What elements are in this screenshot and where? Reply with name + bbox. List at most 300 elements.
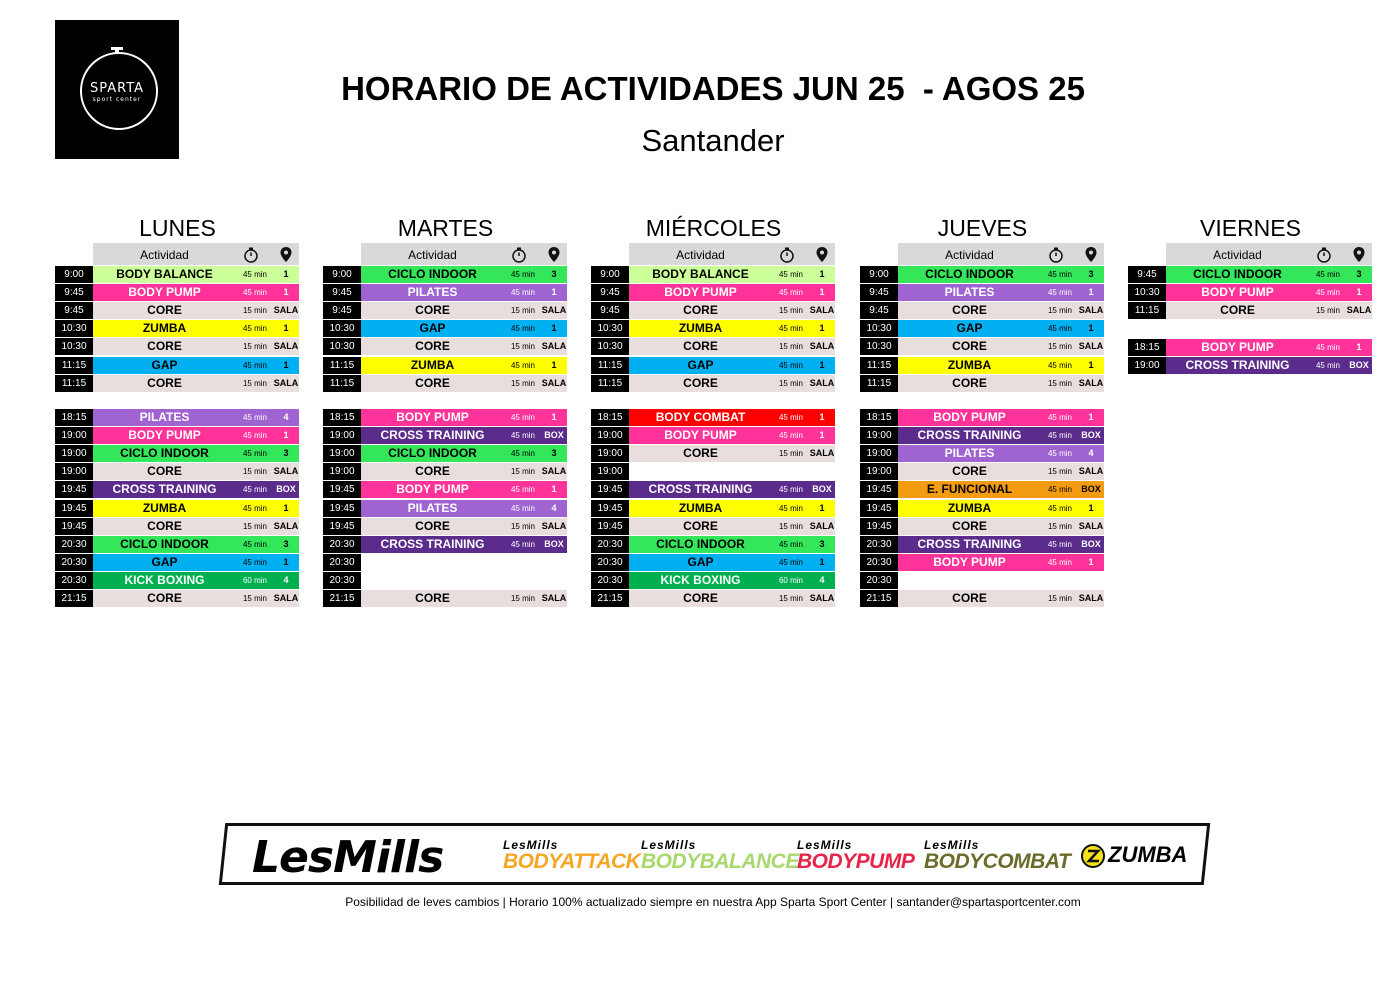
- activity-column-label: Actividad: [408, 248, 457, 262]
- class-cell: [629, 463, 835, 480]
- class-duration: 45 min: [1047, 503, 1072, 513]
- class-duration: 45 min: [510, 431, 535, 441]
- class-cell: [898, 320, 1104, 337]
- day-name: LUNES: [139, 215, 216, 241]
- class-name: CORE: [952, 339, 987, 354]
- class-time: 10:30: [323, 320, 361, 337]
- schedule-row: [55, 284, 299, 301]
- class-room: 1: [1088, 556, 1094, 567]
- class-room: SALA: [273, 593, 299, 603]
- schedule-row: [323, 481, 567, 498]
- schedule-row: [323, 375, 567, 392]
- class-duration: 45 min: [778, 270, 803, 279]
- class-name: CROSS TRAINING: [380, 536, 485, 551]
- class-duration: 45 min: [1315, 270, 1340, 279]
- class-time: 9:45: [55, 284, 93, 301]
- class-cell: [898, 481, 1104, 498]
- class-cell: [93, 427, 299, 444]
- class-time: 19:45: [55, 481, 93, 498]
- class-name: BODY PUMP: [396, 410, 469, 424]
- class-room: 3: [1088, 269, 1094, 279]
- schedule-row: [860, 500, 1104, 517]
- class-name: CROSS TRAINING: [648, 482, 753, 497]
- schedule-row: [591, 266, 835, 283]
- class-time: 10:30: [323, 338, 361, 355]
- class-cell: [361, 284, 567, 301]
- schedule-row: [591, 572, 835, 589]
- class-room: BOX: [544, 538, 564, 549]
- table-header: [898, 243, 1104, 265]
- class-time: 19:00: [55, 463, 93, 480]
- class-time: 19:00: [591, 427, 629, 444]
- class-room: 1: [551, 287, 557, 298]
- class-cell: [898, 266, 1104, 283]
- class-time: 10:30: [860, 338, 898, 355]
- class-cell: [361, 536, 567, 553]
- program-brand: LesMills: [503, 838, 559, 852]
- class-cell: [629, 481, 835, 498]
- schedule-row: [323, 320, 567, 337]
- class-name: CROSS TRAINING: [917, 428, 1022, 443]
- class-room: 1: [1088, 412, 1094, 422]
- class-room: SALA: [809, 520, 835, 531]
- class-cell: [898, 518, 1104, 535]
- location-pin-icon: [547, 246, 561, 263]
- class-cell: [898, 463, 1104, 480]
- class-duration: 15 min: [1047, 306, 1072, 316]
- schedule-row: [323, 266, 567, 283]
- class-time: 19:00: [860, 445, 898, 462]
- class-time: 19:45: [323, 481, 361, 498]
- class-duration: 45 min: [778, 557, 803, 567]
- class-room: 3: [551, 448, 557, 459]
- class-cell: [361, 375, 567, 392]
- schedule-row: [591, 463, 835, 480]
- program-logo-bodyattack: [503, 838, 640, 874]
- class-name: ZUMBA: [678, 321, 723, 336]
- schedule-row: [323, 445, 567, 462]
- class-room: SALA: [1346, 305, 1372, 316]
- class-room: 1: [283, 359, 289, 370]
- schedule-row: [860, 445, 1104, 462]
- class-duration: 15 min: [778, 342, 803, 352]
- class-room: BOX: [1349, 360, 1369, 371]
- schedule-row: [860, 302, 1104, 319]
- class-room: 1: [819, 287, 825, 298]
- class-time: 11:15: [860, 357, 898, 374]
- class-room: SALA: [1078, 305, 1104, 316]
- class-room: SALA: [541, 377, 567, 388]
- schedule-row: [323, 518, 567, 535]
- class-cell: [629, 536, 835, 553]
- class-duration: 45 min: [1047, 360, 1072, 370]
- schedule-row: [591, 409, 835, 426]
- class-room: 1: [819, 430, 825, 441]
- page-subtitle: Santander: [641, 123, 785, 158]
- class-room: SALA: [1078, 466, 1104, 477]
- class-name: BODY PUMP: [396, 482, 469, 497]
- class-room: SALA: [273, 466, 299, 477]
- class-name: GAP: [956, 321, 983, 336]
- class-room: SALA: [541, 305, 567, 316]
- class-duration: 45 min: [1047, 557, 1072, 567]
- schedule-row: [55, 409, 299, 426]
- schedule-row: [323, 572, 567, 589]
- schedule-row: [591, 481, 835, 498]
- zumba-label: ZUMBA: [1108, 842, 1188, 867]
- class-duration: 45 min: [1047, 288, 1072, 298]
- stopwatch-icon: [511, 247, 527, 263]
- class-duration: 45 min: [242, 557, 267, 567]
- class-duration: 15 min: [1047, 467, 1072, 477]
- class-cell: [629, 427, 835, 444]
- class-name: CORE: [683, 375, 718, 390]
- class-duration: 45 min: [510, 539, 535, 549]
- class-time: 11:15: [591, 375, 629, 392]
- class-time: 19:45: [323, 518, 361, 535]
- class-cell: [361, 338, 567, 355]
- class-time: 11:15: [55, 375, 93, 392]
- class-time: 19:45: [55, 500, 93, 517]
- lesmills-logo: LesMills: [252, 832, 444, 883]
- class-room: 1: [551, 412, 557, 422]
- class-room: 1: [819, 502, 825, 513]
- class-duration: 15 min: [1047, 342, 1072, 352]
- class-cell: [898, 427, 1104, 444]
- program-name: BODYBALANCE: [641, 850, 799, 873]
- class-duration: 45 min: [1047, 270, 1072, 279]
- class-duration: 15 min: [778, 306, 803, 316]
- class-cell: [629, 590, 835, 607]
- schedule-row: [591, 357, 835, 374]
- class-room: SALA: [273, 305, 299, 316]
- class-time: 20:30: [860, 554, 898, 571]
- program-name: BODYATTACK: [503, 850, 641, 873]
- class-duration: 45 min: [778, 485, 803, 495]
- class-time: 9:00: [323, 266, 361, 283]
- class-time: 10:30: [1128, 284, 1166, 301]
- schedule-row: [591, 554, 835, 571]
- class-duration: 15 min: [242, 378, 267, 388]
- class-duration: 45 min: [1047, 485, 1072, 495]
- class-duration: 45 min: [1315, 361, 1340, 371]
- class-room: 1: [819, 412, 825, 422]
- class-time: 20:30: [591, 536, 629, 553]
- class-time: 9:00: [860, 266, 898, 283]
- class-room: 4: [283, 574, 289, 585]
- program-brand: LesMills: [641, 838, 697, 852]
- table-header: [629, 243, 835, 265]
- class-name: BODY BALANCE: [116, 267, 213, 281]
- schedule-row: [860, 590, 1104, 607]
- class-duration: 15 min: [1047, 521, 1072, 531]
- class-duration: 15 min: [1315, 306, 1340, 316]
- class-name: CICLO INDOOR: [1193, 267, 1282, 281]
- class-duration: 45 min: [242, 539, 267, 549]
- class-time: 10:30: [860, 320, 898, 337]
- class-time: 19:45: [860, 500, 898, 517]
- schedule-row: [591, 500, 835, 517]
- schedule-row: [1128, 284, 1372, 301]
- location-pin-icon: [1084, 246, 1098, 263]
- class-name: ZUMBA: [142, 500, 187, 515]
- class-name: CICLO INDOOR: [120, 446, 209, 461]
- schedule-row: [323, 463, 567, 480]
- class-duration: 45 min: [510, 449, 535, 459]
- class-cell: [629, 338, 835, 355]
- class-name: CICLO INDOOR: [925, 267, 1014, 281]
- class-duration: 45 min: [778, 288, 803, 298]
- class-cell: [629, 572, 835, 589]
- class-cell: [361, 445, 567, 462]
- day-name: VIERNES: [1200, 215, 1301, 241]
- class-name: CORE: [952, 303, 987, 318]
- schedule-row: [55, 572, 299, 589]
- class-cell: [93, 481, 299, 498]
- class-duration: 45 min: [242, 413, 267, 422]
- class-room: 3: [283, 538, 289, 549]
- class-room: 1: [283, 287, 289, 298]
- class-room: 1: [819, 556, 825, 567]
- class-time: 9:45: [323, 284, 361, 301]
- class-time: 11:15: [860, 375, 898, 392]
- class-time: 19:45: [323, 500, 361, 517]
- class-cell: [629, 445, 835, 462]
- class-duration: 45 min: [242, 503, 267, 513]
- schedule-row: [323, 302, 567, 319]
- class-time: 20:30: [591, 554, 629, 571]
- class-room: SALA: [541, 593, 567, 603]
- class-duration: 15 min: [510, 378, 535, 388]
- class-time: 20:30: [591, 572, 629, 589]
- class-name: BODY PUMP: [933, 410, 1006, 424]
- class-time: 19:00: [860, 463, 898, 480]
- class-time: 21:15: [55, 590, 93, 607]
- class-time: 18:15: [1128, 339, 1166, 356]
- schedule-row: [860, 357, 1104, 374]
- class-cell: [93, 518, 299, 535]
- class-room: 3: [819, 538, 825, 549]
- class-room: SALA: [809, 377, 835, 388]
- class-time: 18:15: [860, 409, 898, 426]
- schedule-row: [591, 320, 835, 337]
- class-cell: [629, 518, 835, 535]
- class-time: 10:30: [55, 320, 93, 337]
- class-cell: [1166, 266, 1372, 283]
- class-time: 9:45: [55, 302, 93, 319]
- program-brand: LesMills: [797, 838, 853, 852]
- class-time: 19:00: [323, 427, 361, 444]
- class-duration: 45 min: [510, 270, 535, 279]
- class-duration: 45 min: [1315, 343, 1340, 352]
- class-time: 19:45: [860, 481, 898, 498]
- class-cell: [361, 409, 567, 426]
- schedule-row: [55, 518, 299, 535]
- class-time: 19:00: [323, 445, 361, 462]
- class-cell: [361, 554, 567, 571]
- activity-column-label: Actividad: [140, 248, 189, 262]
- class-name: CROSS TRAINING: [112, 482, 217, 497]
- class-room: SALA: [1078, 341, 1104, 352]
- class-time: 20:30: [323, 536, 361, 553]
- class-room: SALA: [541, 341, 567, 352]
- class-time: 19:45: [591, 518, 629, 535]
- class-name: CORE: [415, 375, 450, 390]
- class-cell: [361, 427, 567, 444]
- class-name: BODY PUMP: [933, 554, 1006, 569]
- class-cell: [93, 445, 299, 462]
- schedule-row: [1128, 266, 1372, 283]
- class-name: GAP: [687, 357, 714, 372]
- class-time: 19:45: [55, 518, 93, 535]
- class-duration: 15 min: [778, 521, 803, 531]
- class-duration: 45 min: [510, 288, 535, 298]
- class-room: 4: [819, 574, 825, 585]
- class-time: 19:00: [860, 427, 898, 444]
- class-name: BODY PUMP: [664, 428, 737, 443]
- class-cell: [898, 302, 1104, 319]
- class-room: 1: [551, 323, 557, 334]
- class-time: 19:45: [591, 500, 629, 517]
- class-cell: [361, 518, 567, 535]
- class-cell: [93, 536, 299, 553]
- schedule-row: [860, 338, 1104, 355]
- class-room: 1: [283, 430, 289, 441]
- class-name: PILATES: [139, 410, 190, 424]
- program-brand: LesMills: [924, 838, 980, 852]
- class-name: CORE: [147, 375, 182, 390]
- class-name: PILATES: [944, 285, 995, 300]
- program-logo-bodypump: [797, 838, 914, 874]
- schedule-row: [1128, 357, 1372, 374]
- class-duration: 45 min: [242, 270, 267, 279]
- class-cell: [629, 554, 835, 571]
- class-cell: [898, 590, 1104, 607]
- class-cell: [629, 302, 835, 319]
- class-time: 9:00: [55, 266, 93, 283]
- class-name: CORE: [147, 339, 182, 354]
- class-name: CICLO INDOOR: [388, 446, 477, 461]
- class-name: CROSS TRAINING: [1185, 358, 1290, 373]
- class-name: BODY COMBAT: [655, 410, 746, 424]
- class-cell: [1166, 284, 1372, 301]
- class-name: GAP: [687, 554, 714, 569]
- class-name: CICLO INDOOR: [656, 536, 745, 551]
- class-time: 19:00: [323, 463, 361, 480]
- class-time: 19:45: [860, 518, 898, 535]
- class-cell: [898, 572, 1104, 589]
- program-name: BODYCOMBAT: [924, 850, 1071, 873]
- class-name: CORE: [952, 375, 987, 390]
- class-name: ZUMBA: [947, 357, 992, 372]
- class-cell: [898, 554, 1104, 571]
- class-time: 9:00: [591, 266, 629, 283]
- class-cell: [1166, 357, 1372, 374]
- class-room: BOX: [276, 484, 296, 495]
- schedule-row: [323, 284, 567, 301]
- schedule-row: [860, 554, 1104, 571]
- class-time: 21:15: [860, 590, 898, 607]
- class-duration: 45 min: [778, 539, 803, 549]
- day-name: MIÉRCOLES: [645, 215, 782, 241]
- class-room: 1: [1356, 287, 1362, 298]
- class-duration: 15 min: [510, 467, 535, 477]
- class-duration: 45 min: [778, 431, 803, 441]
- class-cell: [898, 409, 1104, 426]
- class-room: 4: [1088, 448, 1094, 459]
- class-cell: [1166, 302, 1372, 319]
- class-time: 20:30: [55, 536, 93, 553]
- schedule-row: [323, 536, 567, 553]
- class-name: CORE: [147, 518, 182, 533]
- class-room: 1: [283, 269, 289, 279]
- class-duration: 60 min: [778, 575, 803, 585]
- class-time: 19:45: [591, 481, 629, 498]
- class-room: SALA: [809, 448, 835, 459]
- location-pin-icon: [815, 246, 829, 263]
- class-cell: [361, 590, 567, 607]
- schedule-row: [591, 590, 835, 607]
- class-time: 19:00: [55, 445, 93, 462]
- class-name: CORE: [147, 464, 182, 479]
- class-duration: 45 min: [778, 360, 803, 370]
- class-name: CORE: [952, 464, 987, 479]
- logo-name: SPARTA: [89, 81, 145, 96]
- class-room: 1: [1088, 287, 1094, 298]
- class-room: 1: [283, 502, 289, 513]
- location-pin-icon: [1352, 246, 1366, 263]
- class-cell: [361, 357, 567, 374]
- class-time: 11:15: [323, 375, 361, 392]
- class-cell: [361, 302, 567, 319]
- class-room: 1: [1356, 342, 1362, 352]
- schedule-row: [591, 427, 835, 444]
- class-cell: [93, 320, 299, 337]
- schedule-row: [860, 481, 1104, 498]
- class-cell: [93, 375, 299, 392]
- class-name: KICK BOXING: [124, 572, 205, 587]
- logo-tagline: sport center: [92, 96, 142, 103]
- schedule-row: [55, 463, 299, 480]
- schedule-row: [591, 284, 835, 301]
- schedule-row: [591, 445, 835, 462]
- class-duration: 45 min: [242, 449, 267, 459]
- class-duration: 15 min: [510, 306, 535, 316]
- day-name: JUEVES: [937, 215, 1028, 241]
- schedule-row: [860, 427, 1104, 444]
- class-room: SALA: [1078, 377, 1104, 388]
- class-cell: [629, 375, 835, 392]
- class-name: PILATES: [407, 285, 458, 300]
- class-time: 19:00: [591, 445, 629, 462]
- class-duration: 45 min: [1047, 539, 1072, 549]
- class-duration: 45 min: [510, 485, 535, 495]
- class-room: 1: [819, 269, 825, 279]
- program-name: BODYPUMP: [797, 850, 915, 873]
- class-cell: [361, 481, 567, 498]
- schedule-row: [55, 302, 299, 319]
- class-cell: [93, 554, 299, 571]
- class-cell: [93, 463, 299, 480]
- schedule-row: [55, 590, 299, 607]
- class-cell: [898, 284, 1104, 301]
- class-cell: [361, 320, 567, 337]
- class-name: GAP: [419, 321, 446, 336]
- schedule-row: [860, 375, 1104, 392]
- schedule-row: [860, 320, 1104, 337]
- class-time: 9:45: [860, 284, 898, 301]
- class-name: CORE: [1220, 303, 1255, 318]
